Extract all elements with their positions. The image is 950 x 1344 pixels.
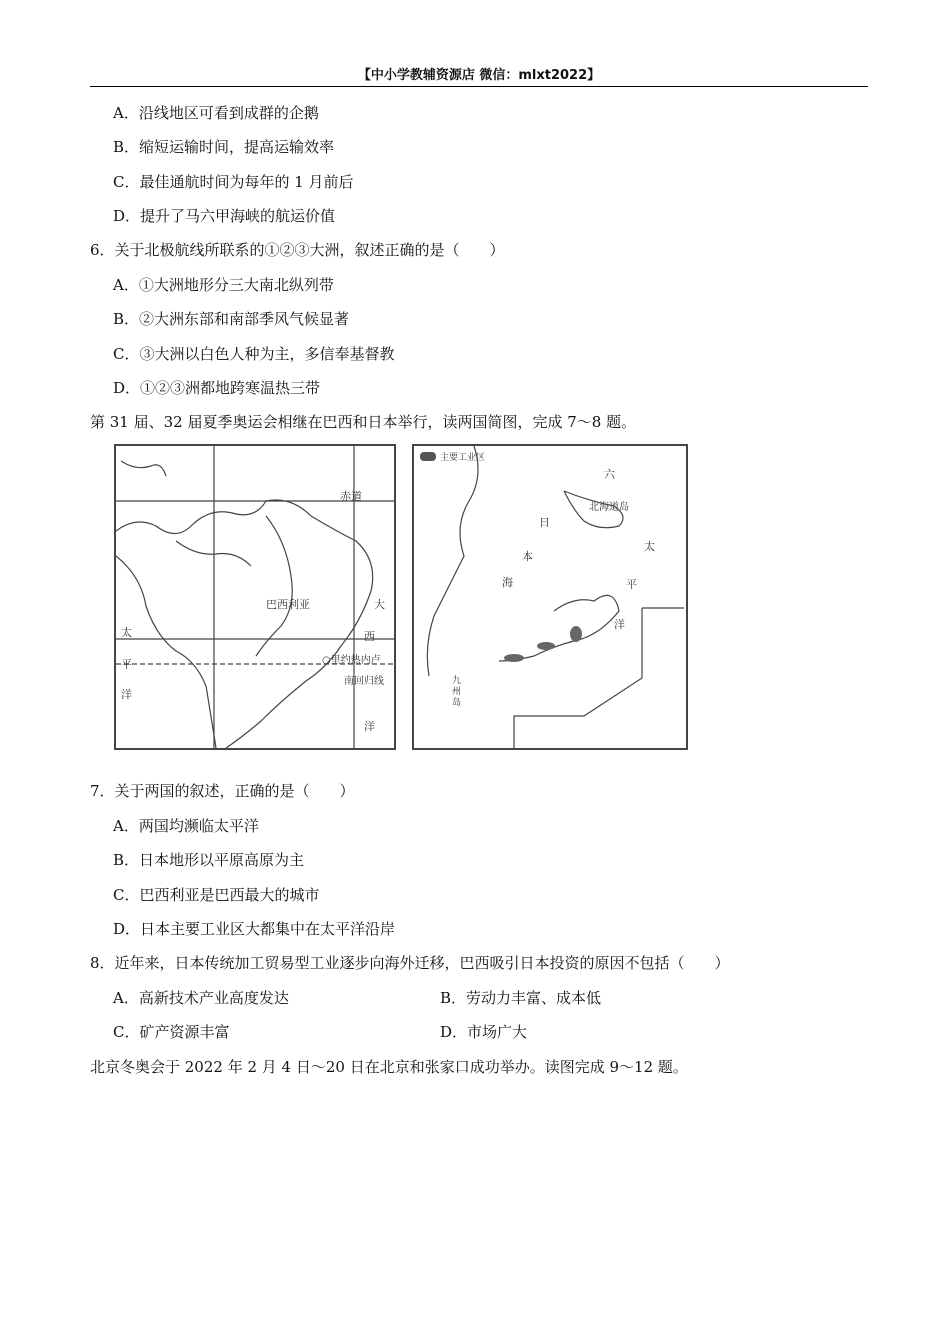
label-sea-3: 海 <box>502 576 513 589</box>
q7-option-d: D．日本主要工业区大都集中在太平洋沿岸 <box>113 920 396 938</box>
label-atlantic-3: 洋 <box>364 720 375 733</box>
q5-option-a: A．沿线地区可看到成群的企鹅 <box>113 104 319 122</box>
q7-option-c: C．巴西利亚是巴西最大的城市 <box>113 886 320 904</box>
q8-option-d: D．市场广大 <box>440 1023 528 1041</box>
japan-map <box>412 444 688 750</box>
label-atlantic-1: 大 <box>374 598 385 611</box>
q6-option-d: D．①②③洲都地跨寒温热三带 <box>113 379 321 397</box>
q8-option-a: A．高新技术产业高度发达 <box>113 989 289 1007</box>
label-pacific-1: 太 <box>121 626 132 639</box>
label-sea-2: 本 <box>522 550 533 563</box>
intro-7-8: 第 31 届、32 届夏季奥运会相继在巴西和日本举行，读两国简图，完成 7～8 题。 <box>90 413 637 431</box>
q8-option-c: C．矿产资源丰富 <box>113 1023 230 1041</box>
intro-9-12: 北京冬奥会于 2022 年 2 月 4 日～20 日在北京和张家口成功举办。读图完成 9～12 题。 <box>90 1058 688 1076</box>
label-rio: ○里约热内卢 <box>322 655 381 666</box>
q6-option-c: C．③大洲以白色人种为主，多信奉基督教 <box>113 345 395 363</box>
label-atlantic-2: 西 <box>364 630 375 643</box>
q6-stem: 6．关于北极航线所联系的①②③大洲，叙述正确的是（ ） <box>90 241 505 259</box>
label-tropic: 南回归线 <box>344 676 384 687</box>
label-roku: 六 <box>604 468 615 481</box>
label-pacific-2: 平 <box>121 658 132 671</box>
label-hokkaido: 北海道岛 <box>589 502 629 513</box>
q8-stem: 8．近年来，日本传统加工贸易型工业逐步向海外迁移，巴西吸引日本投资的原因不包括（ ） <box>90 954 730 972</box>
label-sea-1: 日 <box>539 516 550 529</box>
q5-option-c: C．最佳通航时间为每年的 1 月前后 <box>113 173 354 191</box>
label-equator: 赤道 <box>340 490 362 503</box>
japan-legend: 主要工业区 <box>440 453 486 463</box>
q7-option-a: A．两国均濒临太平洋 <box>113 817 259 835</box>
q6-option-b: B．②大洲东部和南部季风气候显著 <box>113 310 350 328</box>
label-kyushu: 九州岛 <box>452 676 462 708</box>
label-pac-3: 洋 <box>614 618 625 631</box>
q6-option-a: A．①大洲地形分三大南北纵列带 <box>113 276 334 294</box>
q8-option-b: B．劳动力丰富、成本低 <box>440 989 602 1007</box>
label-pac-1: 太 <box>644 540 655 553</box>
page-header: 【中小学教辅资源店 微信：mlxt2022】 <box>90 64 868 87</box>
label-brasilia: 巴西利亚 <box>266 598 310 611</box>
q5-option-b: B．缩短运输时间，提高运输效率 <box>113 138 335 156</box>
q7-option-b: B．日本地形以平原高原为主 <box>113 851 305 869</box>
brazil-map <box>114 444 396 750</box>
q5-option-d: D．提升了马六甲海峡的航运价值 <box>113 207 336 225</box>
label-pac-2: 平 <box>626 578 637 591</box>
label-pacific-3: 洋 <box>121 688 132 701</box>
q7-stem: 7．关于两国的叙述，正确的是（ ） <box>90 782 355 800</box>
